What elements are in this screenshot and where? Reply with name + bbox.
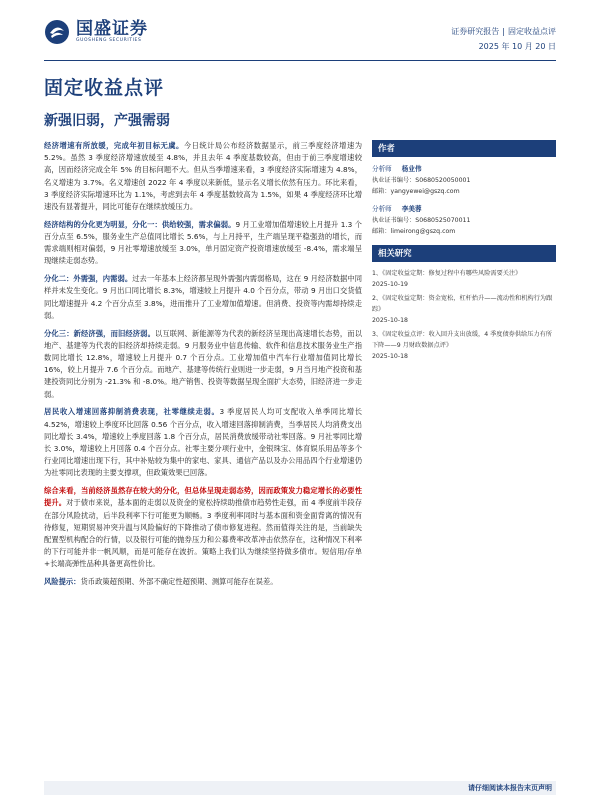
analyst-card <box>372 163 556 197</box>
report-header <box>0 0 600 62</box>
paragraph-consumption <box>44 406 362 479</box>
paragraph-growth <box>44 140 362 213</box>
report-footer <box>0 775 600 800</box>
related-research-date: 2025-10-18 <box>372 317 408 324</box>
related-research-title: 3、《固定收益点评：收入回升支出放缓，4 季度债券供给压力有所下降——9 月财政数据点评》 <box>372 331 552 349</box>
related-research-title: 1、《固定收益定期：修复过程中有哪些风险需要关注》 <box>372 270 522 277</box>
paragraph-lead: 风险提示： <box>44 577 81 587</box>
analyst-card <box>372 203 556 237</box>
report-date: 2025 年 10 月 20 日 <box>478 42 556 51</box>
paragraph-conclusion <box>44 485 362 570</box>
guosheng-logo-icon <box>44 19 70 45</box>
paragraph-text: 今日统计局公布经济数据显示，前三季度经济增速为 5.2%。虽然 3 季度经济增速放缓至 4.8%，并且去年 4 季度基数较高，但由于前三季度增速较高，因而经济完成全年 5% 的目标问题不大。但从当季增速来看，3 季度经济实际增速为 4.8%，名义增速为 3.7%。名义增速创 2022 年 4 季度以来新低，显示名义增长依然有压力。环比来看，3 季度经济实际增速环比为 1.1%，考虑到去年 4 季度基数较高为 1.5%，如果 4 季度经济环比增速没有显著提升，同比可能存在继续放缓压力。 <box>44 141 363 212</box>
paragraph-tail: 对于债市来说，基本面的走弱以及资金的宽松持续助推债市趋势性走强，而 4 季度前半段存在部分风险扰动，后半段利率下行可能更为顺畅。3 季度利率同时与基本面和资金面背离的情况有待修复，短期贸易冲突升温与风险偏好的下降推动了债市修复进程。然而值得关注的是，当前缺失配置型机构配合的行情，以及银行可能的抛券压力和公募费率改革冲击依然存在，这种情况下利率的下行可能并非一帆风顺，而是可能存在波折。策略上我们认为继续坚持做多债市。短信用/存单+长端高弹性品种具备更高性价比。 <box>44 498 363 569</box>
header-rule <box>44 60 556 61</box>
sidebar <box>372 140 556 365</box>
analyst-license: 执业证书编号：S0680525070011 <box>372 217 471 224</box>
related-research-item[interactable] <box>372 268 556 290</box>
paragraph-divergence-2 <box>44 273 362 322</box>
main-body <box>44 140 362 594</box>
paragraph-lead: 经济增速有所放缓，完成年初目标无虞。 <box>44 141 184 150</box>
related-research-date: 2025-10-19 <box>372 281 408 288</box>
report-title: 固定收益点评 <box>44 77 165 99</box>
analyst-role: 分析师 <box>372 205 392 213</box>
paragraph-lead: 居民收入增速回落抑制消费表现，社零继续走弱。 <box>44 407 220 417</box>
authors-heading: 作者 <box>372 140 556 157</box>
related-research-title: 2、《固定收益定期：资金宽松，杠杆抬升——流动性和机构行为跟踪》 <box>372 295 553 313</box>
analyst-license: 执业证书编号：S0680520050001 <box>372 177 471 184</box>
paragraph-lead: 经济结构的分化更为明显，分化一：供给较强，需求偏弱。 <box>44 219 236 229</box>
paragraph-lead: 分化二：外需强，内需弱。 <box>44 274 133 284</box>
paragraph-text: 以互联网、新能源等为代表的新经济呈现出高速增长态势，而以地产、基建等为代表的旧经济却持续走弱。9 月服务业中信息传输、软件和信息技术服务业生产指数同比增长 12.8%，增速较上月提升 0.7 个百分点。工业增加值中汽车行业增加值同比增长 16%，较上月提升 7.6 个百分点。而地产、基建等传统行业则进一步走弱，9 月当月地产投资和基建投资同比分别为 -21.3% 和 -8.0%。地产销售、投资等数据呈现全面扩大态势，旧经济进一步走弱。 <box>44 328 363 399</box>
analyst-email[interactable]: 邮箱：limeirong@gszq.com <box>372 228 456 235</box>
report-subtitle: 新强旧弱，产强需弱 <box>44 113 170 129</box>
analyst-name: 李美蓉 <box>401 205 422 213</box>
analyst-email[interactable]: 邮箱：yangyewei@gszq.com <box>372 188 460 195</box>
analyst-role: 分析师 <box>372 165 392 173</box>
header-meta <box>451 26 556 53</box>
paragraph-divergence-3 <box>44 328 362 401</box>
report-type: 证券研究报告 <box>451 27 500 36</box>
company-logo <box>44 18 148 46</box>
report-category: 固定收益点评 <box>508 27 556 36</box>
footer-disclaimer: 请仔细阅读本报告末页声明 <box>468 784 552 792</box>
paragraph-text: 过去一年基本上经济都呈现外需强内需弱格局，这在 9 月经济数据中同样并未发生变化。9 月出口同比增长 8.3%，增速较上月提升 4.0 个百分点，带动 9 月出口交货值同比增速提升 4.2 个百分点至 3.8%，进而推升了工业增加值增速。但消费、投资等内需却持续走弱。 <box>44 274 363 320</box>
paragraph-text: 9 月工业增加值增速较上月提升 1.3 个百分点至 6.5%，服务业生产总值同比增长 5.6%，与上月持平，生产端呈现平稳强劲的增长，而需求端则相对偏弱，9 月社零增速放缓至 3.0%，单月固定资产投资增速放缓至 -8.4%，需求端呈现继续走弱态势。 <box>44 219 362 266</box>
paragraph-highlight: 综合来看，当前经济虽然存在较大的分化，但总体呈现走弱态势，因而政策发力稳定增长的必要性提升。 <box>44 486 362 508</box>
header-separator: | <box>502 27 505 36</box>
related-research-heading: 相关研究 <box>372 245 556 262</box>
logo-english-name: GUOSHENG SECURITIES <box>76 38 142 43</box>
paragraph-lead: 分化三：新经济强，而旧经济弱。 <box>44 328 155 338</box>
logo-chinese-name: 国盛证券 <box>76 19 148 39</box>
analyst-name: 杨业伟 <box>401 165 422 173</box>
paragraph-divergence-1 <box>44 219 362 268</box>
paragraph-text: 货币政策超预期、外部不确定性超预期、测算可能存在误差。 <box>80 577 278 587</box>
related-research-date: 2025-10-18 <box>372 353 408 360</box>
related-research-item[interactable] <box>372 293 556 326</box>
paragraph-text: 3 季度居民人均可支配收入单季同比增长 4.52%，增速较上季度环比回落 0.56 个百分点，收入增速回落抑制消费，当季居民人均消费支出同比增长 3.4%，增速较上季度回落 1.8 个百分点，居民消费放缓带动社零回落。9 月社零同比增长 3.0%，增速较上月回落 0.4 个百分点。社零主要分项行业中，金银珠宝、体育娱乐用品等多个行业同比增速出现下行，其中补贴较为集中的家电、家具、通信产品以及办公用品四个行业增速仍为社零同比表现的主要支撑项，但政策效果已回落。 <box>44 407 362 478</box>
related-research-list <box>372 268 556 362</box>
paragraph-risk <box>44 576 362 588</box>
related-research-item[interactable] <box>372 329 556 362</box>
